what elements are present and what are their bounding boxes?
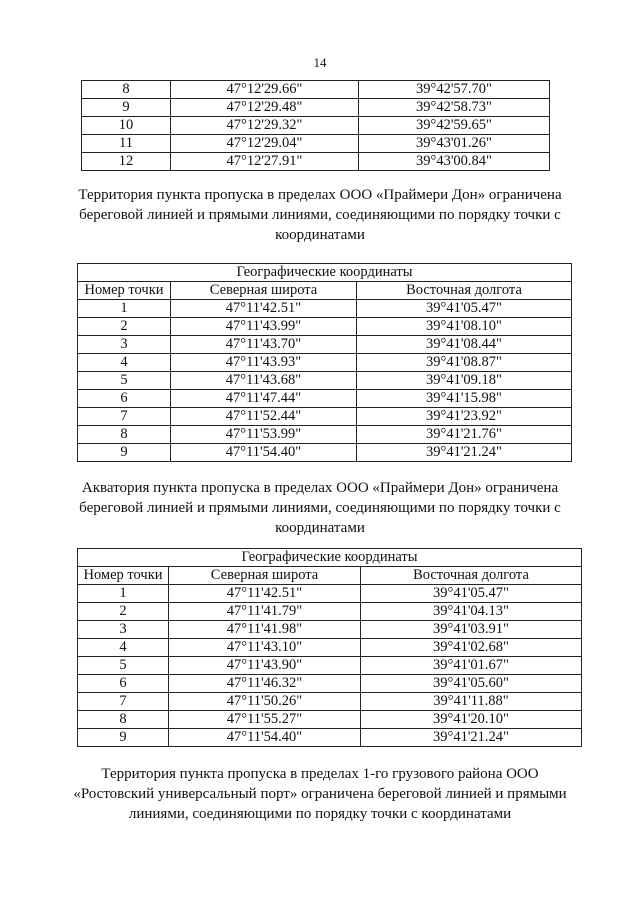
table-row bbox=[78, 336, 572, 354]
longitude-cell: 39°41'08.44" bbox=[357, 336, 572, 354]
latitude-cell: 47°11'46.32" bbox=[169, 675, 361, 693]
point-number-cell: 8 bbox=[82, 81, 171, 99]
latitude-cell: 47°12'29.48" bbox=[171, 99, 359, 117]
latitude-cell: 47°11'42.51" bbox=[169, 585, 361, 603]
point-number-cell: 12 bbox=[82, 153, 171, 171]
longitude-cell: 39°41'21.76" bbox=[357, 426, 572, 444]
point-number-cell: 2 bbox=[78, 603, 169, 621]
table-row bbox=[78, 318, 572, 336]
point-number-cell: 8 bbox=[78, 711, 169, 729]
table-row bbox=[78, 603, 582, 621]
paragraph-territory-primery-don: Территория пункта пропуска в пределах ООО «Праймери Дон» ограничена береговой линией и прямыми линиями, соединяющими по порядку точки с координатами bbox=[78, 187, 562, 243]
paragraph-territory-rostov-port: Территория пункта пропуска в пределах 1-го грузового района ООО «Ростовский универсальный порт» ограничена береговой линией и прямыми линиями, соединяющими по порядку точки с координатами bbox=[73, 766, 567, 822]
point-number-cell: 9 bbox=[78, 729, 169, 747]
point-number-cell: 5 bbox=[78, 372, 171, 390]
point-number-cell: 11 bbox=[82, 135, 171, 153]
longitude-cell: 39°41'04.13" bbox=[361, 603, 582, 621]
point-number-cell: 9 bbox=[82, 99, 171, 117]
table-row bbox=[78, 693, 582, 711]
latitude-cell: 47°12'27.91" bbox=[171, 153, 359, 171]
longitude-cell: 39°41'11.88" bbox=[361, 693, 582, 711]
point-number-cell: 10 bbox=[82, 117, 171, 135]
longitude-cell: 39°42'59.65" bbox=[359, 117, 550, 135]
longitude-cell: 39°41'09.18" bbox=[357, 372, 572, 390]
longitude-cell: 39°43'00.84" bbox=[359, 153, 550, 171]
longitude-cell: 39°41'05.60" bbox=[361, 675, 582, 693]
longitude-cell: 39°41'15.98" bbox=[357, 390, 572, 408]
table-row bbox=[78, 354, 572, 372]
longitude-cell: 39°43'01.26" bbox=[359, 135, 550, 153]
longitude-cell: 39°41'08.10" bbox=[357, 318, 572, 336]
point-number-cell: 3 bbox=[78, 336, 171, 354]
table-row bbox=[78, 639, 582, 657]
point-number-cell: 4 bbox=[78, 639, 169, 657]
latitude-cell: 47°11'43.70" bbox=[171, 336, 357, 354]
latitude-cell: 47°11'43.10" bbox=[169, 639, 361, 657]
point-number-cell: 5 bbox=[78, 657, 169, 675]
latitude-cell: 47°11'43.93" bbox=[171, 354, 357, 372]
table-row bbox=[78, 675, 582, 693]
table-title: Географические координаты bbox=[78, 549, 582, 567]
point-number-cell: 8 bbox=[78, 426, 171, 444]
table-row bbox=[78, 621, 582, 639]
longitude-cell: 39°41'05.47" bbox=[357, 300, 572, 318]
point-number-cell: 7 bbox=[78, 408, 171, 426]
latitude-cell: 47°12'29.04" bbox=[171, 135, 359, 153]
latitude-cell: 47°11'43.99" bbox=[171, 318, 357, 336]
point-number-cell: 3 bbox=[78, 621, 169, 639]
longitude-cell: 39°41'05.47" bbox=[361, 585, 582, 603]
point-number-cell: 1 bbox=[78, 585, 169, 603]
table-row bbox=[78, 300, 572, 318]
point-number-cell: 2 bbox=[78, 318, 171, 336]
point-number-cell: 1 bbox=[78, 300, 171, 318]
point-number-cell: 6 bbox=[78, 675, 169, 693]
longitude-cell: 39°41'20.10" bbox=[361, 711, 582, 729]
header-latitude: Северная широта bbox=[169, 567, 361, 585]
table-row bbox=[82, 153, 550, 171]
table-title: Географические координаты bbox=[78, 264, 572, 282]
point-number-cell: 7 bbox=[78, 693, 169, 711]
latitude-cell: 47°11'53.99" bbox=[171, 426, 357, 444]
latitude-cell: 47°11'54.40" bbox=[171, 444, 357, 462]
longitude-cell: 39°41'21.24" bbox=[357, 444, 572, 462]
table-row bbox=[78, 372, 572, 390]
latitude-cell: 47°11'42.51" bbox=[171, 300, 357, 318]
table-row bbox=[78, 408, 572, 426]
latitude-cell: 47°11'43.68" bbox=[171, 372, 357, 390]
table-row bbox=[78, 729, 582, 747]
header-point: Номер точки bbox=[78, 282, 171, 300]
header-point: Номер точки bbox=[78, 567, 169, 585]
longitude-cell: 39°41'23.92" bbox=[357, 408, 572, 426]
coordinates-table-territory bbox=[77, 263, 572, 462]
latitude-cell: 47°11'41.98" bbox=[169, 621, 361, 639]
latitude-cell: 47°11'52.44" bbox=[171, 408, 357, 426]
coordinates-table-aquatory bbox=[77, 548, 582, 747]
point-number-cell: 4 bbox=[78, 354, 171, 372]
longitude-cell: 39°41'21.24" bbox=[361, 729, 582, 747]
table-row bbox=[82, 81, 550, 99]
header-latitude: Северная широта bbox=[171, 282, 357, 300]
table-row bbox=[82, 99, 550, 117]
table-row bbox=[82, 117, 550, 135]
table-row bbox=[78, 657, 582, 675]
longitude-cell: 39°42'57.70" bbox=[359, 81, 550, 99]
table-row bbox=[78, 390, 572, 408]
latitude-cell: 47°11'55.27" bbox=[169, 711, 361, 729]
header-longitude: Восточная долгота bbox=[361, 567, 582, 585]
latitude-cell: 47°11'54.40" bbox=[169, 729, 361, 747]
latitude-cell: 47°11'41.79" bbox=[169, 603, 361, 621]
point-number-cell: 6 bbox=[78, 390, 171, 408]
point-number-cell: 9 bbox=[78, 444, 171, 462]
table-row bbox=[78, 444, 572, 462]
table-row bbox=[82, 135, 550, 153]
coordinates-table-continued bbox=[81, 80, 550, 171]
page-number: 14 bbox=[313, 55, 327, 70]
latitude-cell: 47°11'50.26" bbox=[169, 693, 361, 711]
longitude-cell: 39°41'03.91" bbox=[361, 621, 582, 639]
table-row bbox=[78, 711, 582, 729]
longitude-cell: 39°42'58.73" bbox=[359, 99, 550, 117]
table-row bbox=[78, 426, 572, 444]
latitude-cell: 47°11'47.44" bbox=[171, 390, 357, 408]
latitude-cell: 47°11'43.90" bbox=[169, 657, 361, 675]
latitude-cell: 47°12'29.32" bbox=[171, 117, 359, 135]
header-longitude: Восточная долгота bbox=[357, 282, 572, 300]
paragraph-aquatory-primery-don: Акватория пункта пропуска в пределах ООО «Праймери Дон» ограничена береговой линией и прямыми линиями, соединяющими по порядку точки с координатами bbox=[79, 480, 561, 536]
longitude-cell: 39°41'08.87" bbox=[357, 354, 572, 372]
longitude-cell: 39°41'02.68" bbox=[361, 639, 582, 657]
table-row bbox=[78, 585, 582, 603]
latitude-cell: 47°12'29.66" bbox=[171, 81, 359, 99]
longitude-cell: 39°41'01.67" bbox=[361, 657, 582, 675]
